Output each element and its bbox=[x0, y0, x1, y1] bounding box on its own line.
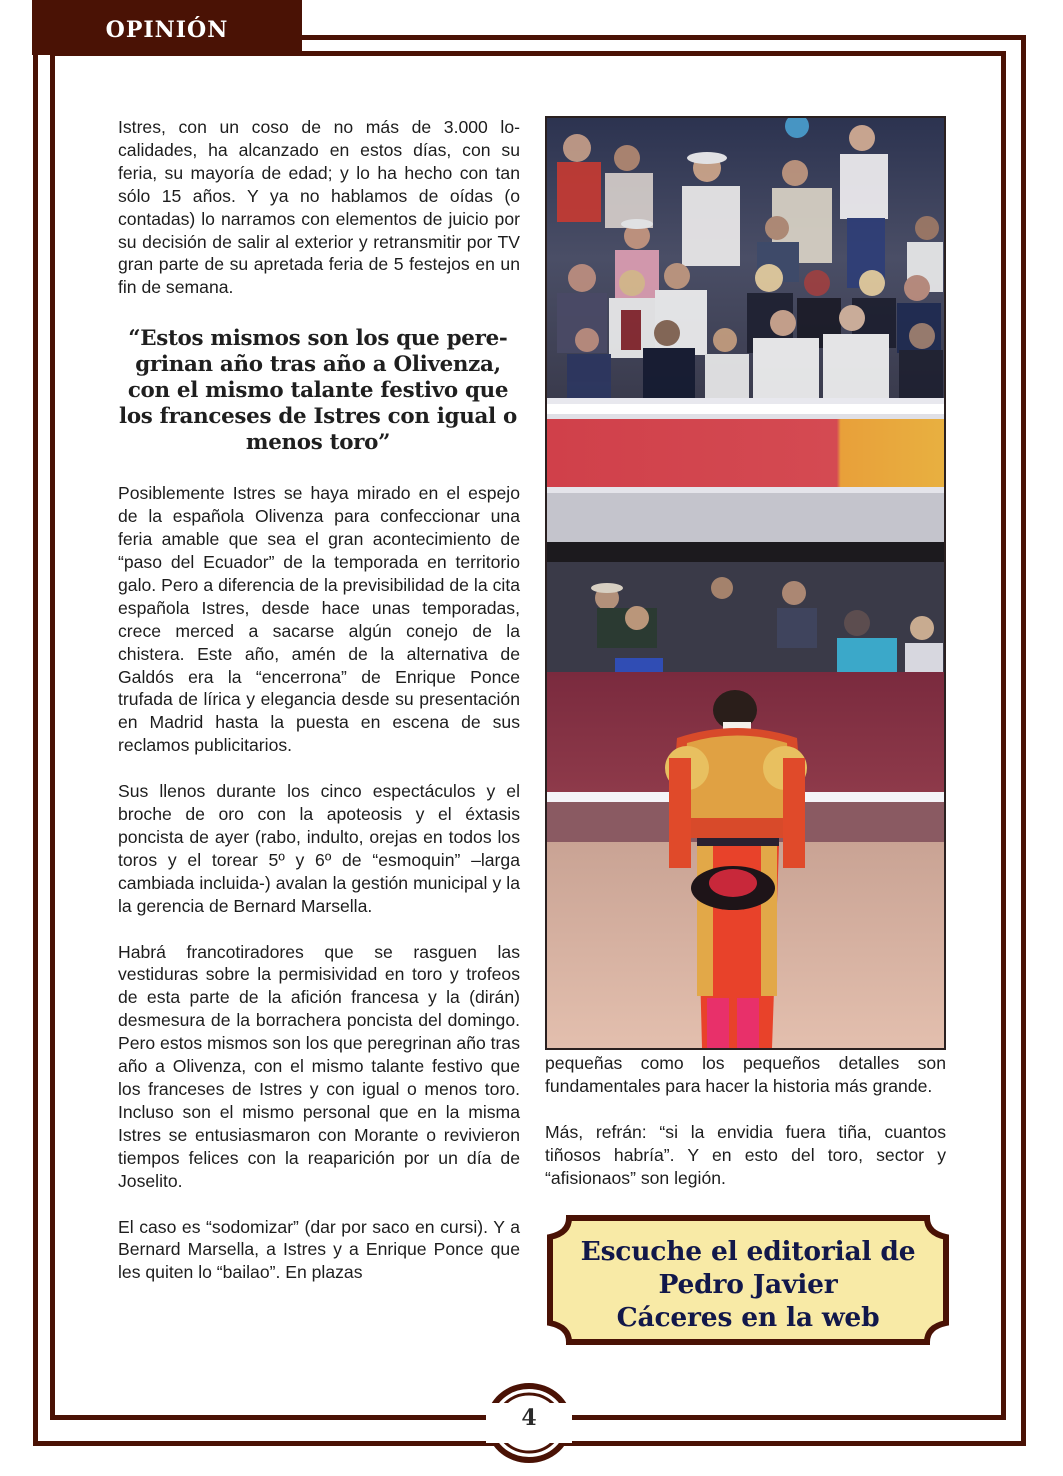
article-paragraph: El caso es “sodomizar” (dar por saco en cursi). Y a Bernard Marsella, a Istres y a Enrique Ponce que les quiten lo “bailao”. En plazas bbox=[118, 1216, 520, 1283]
article-left-column bbox=[118, 116, 520, 1284]
article-paragraph: pequeñas como los pequeños detalles son fundamentales para hacer la historia más grande. bbox=[545, 1053, 946, 1096]
page-number-medallion bbox=[486, 1383, 572, 1463]
promo-line: Pedro Javier bbox=[658, 1269, 838, 1300]
article-paragraph: Posiblemente Istres se haya mirado en el espejo de la española Olivenza para confeccionar una feria amable que sea el gran acontecimiento de “paso del Ecuador” de la temporada en territorio galo. Pero a diferencia de la previsibilidad de la cita española Istres, desde hace unas temporadas, crece merced a sacarse algún conejo de la chistera. Este año, amén de la alternativa de Galdós era la “encerrona” de Enrique Ponce trufada de lírica y elegancia desde su presentación en Madrid hasta la puesta en escena de sus reclamos publicitarios. bbox=[118, 483, 520, 756]
matador-photo-illustration bbox=[547, 118, 944, 1048]
article-paragraph: Sus llenos durante los cinco espectáculos y el broche de oro con la apoteosis y el éxtasis poncista de ayer (rabo, indulto, orejas en todos los toros y el torear 5º y 6º de “esmoquin” –larga cambiada incluida-) avalan la gestión municipal y la la gerencia de Bernard Marsella. bbox=[118, 781, 520, 916]
matador-photo bbox=[545, 116, 946, 1050]
promo-line: Escuche el editorial de bbox=[580, 1236, 916, 1267]
concrete-ledge bbox=[547, 487, 944, 542]
banner bbox=[547, 419, 944, 487]
promo-text bbox=[547, 1235, 949, 1334]
section-header bbox=[32, 0, 302, 55]
section-label: OPINIÓN bbox=[105, 16, 229, 43]
article-paragraph: Más, refrán: “si la envidia fuera tiña, cuantos tiñosos habría”. Y en esto del toro, sector y “afisionaos” son legión. bbox=[545, 1121, 946, 1188]
article-paragraph: Habrá francotiradores que se rasguen las vestiduras sobre la permisividad en toro y trofeos de esta parte de la afición francesa y la (dirán) desmesura de la borrachera poncista del domingo. Pero estos mismos son los que peregrinan año tras año a Olivenza, con el mismo talante festivo que los franceses de Istres y con igual o menos toro. Incluso son el mismo personal que en la misma Istres se entusiasmaron con Morante o revivieron tiempos felices con la reaparición por un día de Joselito. bbox=[118, 941, 520, 1191]
railing bbox=[547, 398, 944, 404]
article-right-column bbox=[545, 1052, 946, 1190]
editorial-promo-link[interactable] bbox=[547, 1215, 949, 1345]
pull-quote: “Estos mismos son los que peregrinan año tras año a Olivenza, con el mismo talante festivo que los franceses de Istres con igual o menos toro” bbox=[119, 326, 517, 456]
page-number: 4 bbox=[521, 1405, 537, 1431]
article-intro: Istres, con un coso de no más de 3.000 localidades, ha alcanzado en estos días, con su feria, su mayoría de edad; y lo ha hecho con tan sólo 15 años. Y ya no hablamos de oídas (o contadas) lo narramos con elementos de juicio por su decisión de salir al exterior y retransmitir por TV gran parte de su apretada feria de 5 festejos en un fin de semana. bbox=[118, 117, 520, 298]
promo-line: Cáceres en la web bbox=[616, 1302, 880, 1333]
